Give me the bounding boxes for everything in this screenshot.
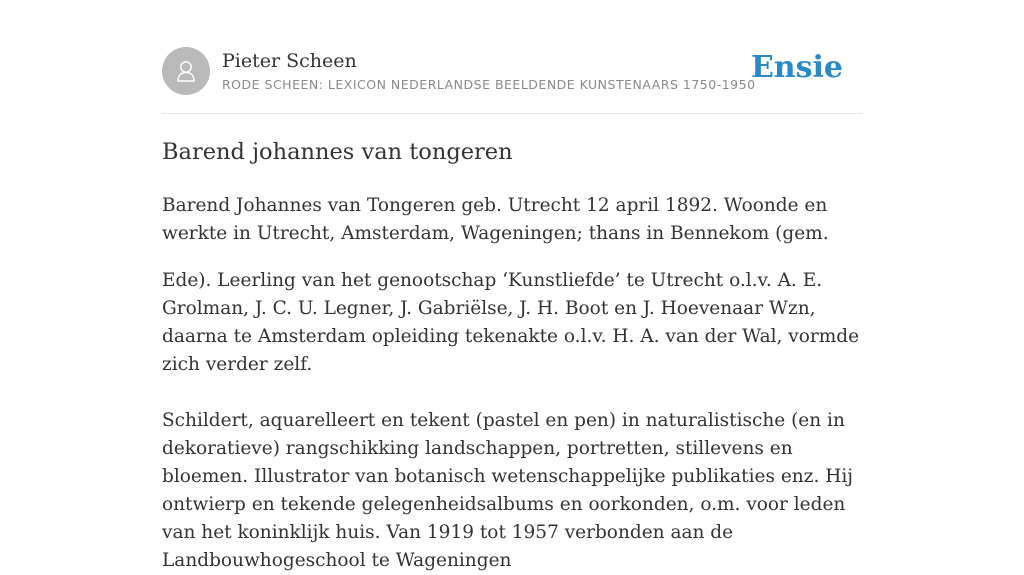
author-meta: [222, 51, 756, 92]
paragraph-3: Schildert, aquarelleert en tekent (pastel en pen) in naturalistische (en in dekoratieve) rangschikking landschappen, portretten, stillevens en bloemen. Illustrator van botanisch wetenschappelijke publikaties enz. Hij ontwierp en tekende gelegenheidsalbums en oorkonden, o.m. voor leden van het koninklijk huis. Van 1919 tot 1957 verbonden aan de Landbouwhogeschool te Wageningen: [162, 410, 853, 571]
article-title: Barend johannes van tongeren: [162, 139, 513, 165]
user-icon: [171, 56, 201, 86]
ensie-logo[interactable]: Ensie: [750, 50, 843, 85]
paragraph-1: Barend Johannes van Tongeren geb. Utrecht 12 april 1892. Woonde en werkte in Utrecht, Amsterdam, Wageningen; thans in Bennekom (gem.: [162, 195, 829, 244]
avatar[interactable]: [162, 47, 210, 95]
author-name[interactable]: Pieter Scheen: [222, 49, 357, 72]
source-title[interactable]: RODE SCHEEN: LEXICON NEDERLANDSE BEELDENDE KUNSTENAARS 1750-1950: [222, 76, 756, 92]
page: [162, 0, 862, 575]
paragraph-2: Ede). Leerling van het genootschap ‘Kunstliefde’ te Utrecht o.l.v. A. E. Grolman, J. C. U. Legner, J. Gabriëlse, J. H. Boot en J. Hoevenaar Wzn, daarna te Amsterdam opleiding tekenakte o.l.v. H. A. van der Wal, vormde zich verder zelf.: [162, 270, 860, 375]
divider: [162, 113, 862, 114]
